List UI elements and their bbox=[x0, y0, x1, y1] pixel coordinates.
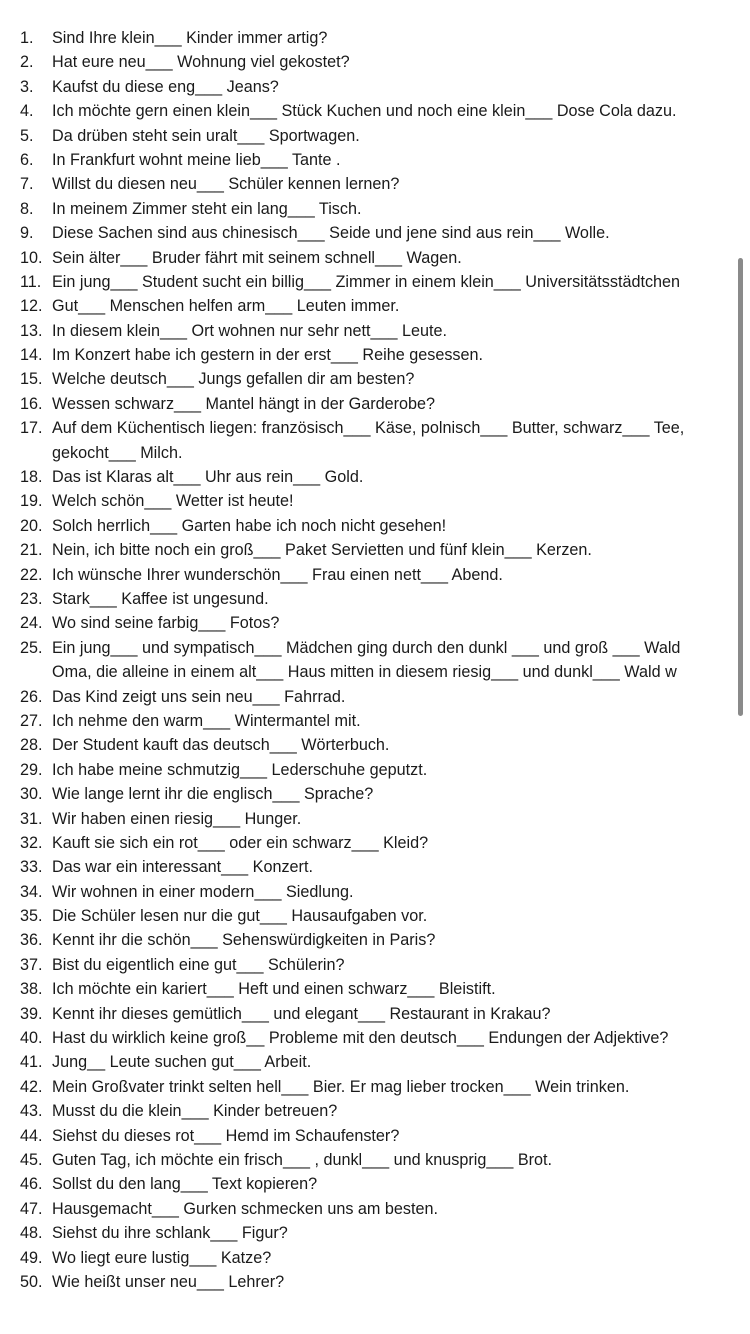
exercise-sentence: Oma, die alleine in einem alt___ Haus mitten in diesem riesig___ und dunkl___ Wald w bbox=[52, 663, 677, 682]
exercise-number-cell bbox=[0, 1026, 52, 1050]
exercise-sentence: Kaufst du diese eng___ Jeans? bbox=[52, 77, 279, 96]
exercise-sentence: Guten Tag, ich möchte ein frisch___ , dunkl___ und knusprig___ Brot. bbox=[52, 1150, 553, 1169]
exercise-sentence: Siehst du ihre schlank___ Figur? bbox=[52, 1224, 288, 1243]
exercise-number-cell bbox=[0, 1124, 52, 1148]
exercise-sentence: Siehst du dieses rot___ Hemd im Schaufenster? bbox=[52, 1126, 400, 1145]
exercise-number: 23. bbox=[20, 589, 43, 608]
exercise-row bbox=[0, 75, 750, 99]
exercise-number: 40. bbox=[20, 1029, 43, 1048]
exercise-sentence: Sollst du den lang___ Text kopieren? bbox=[52, 1175, 318, 1194]
exercise-number-cell bbox=[0, 1050, 52, 1074]
exercise-number-cell bbox=[0, 587, 52, 611]
exercise-number: 34. bbox=[20, 882, 43, 901]
exercise-number-cell bbox=[0, 441, 52, 465]
exercise-number: 27. bbox=[20, 711, 43, 730]
exercise-number: 11. bbox=[20, 272, 42, 291]
exercise-row bbox=[0, 1124, 750, 1148]
exercise-row bbox=[0, 99, 750, 123]
exercise-row bbox=[0, 489, 750, 513]
exercise-sentence: Musst du die klein___ Kinder betreuen? bbox=[52, 1102, 338, 1121]
exercise-sentence: Willst du diesen neu___ Schüler kennen lernen? bbox=[52, 175, 400, 194]
exercise-number-cell bbox=[0, 563, 52, 587]
exercise-row bbox=[0, 1099, 750, 1123]
exercise-row bbox=[0, 148, 750, 172]
exercise-number-cell bbox=[0, 1099, 52, 1123]
exercise-row bbox=[0, 294, 750, 318]
exercise-sentence: Kauft sie sich ein rot___ oder ein schwarz___ Kleid? bbox=[52, 833, 429, 852]
exercise-row bbox=[0, 807, 750, 831]
exercise-sentence: Ich habe meine schmutzig___ Lederschuhe geputzt. bbox=[52, 760, 428, 779]
exercise-number: 18. bbox=[20, 468, 43, 487]
exercise-number: 33. bbox=[20, 858, 43, 877]
exercise-number-cell bbox=[0, 416, 52, 440]
exercise-sentence: Kennt ihr dieses gemütlich___ und elegant___ Restaurant in Krakau? bbox=[52, 1004, 551, 1023]
exercise-number-cell bbox=[0, 1148, 52, 1172]
exercise-row bbox=[0, 928, 750, 952]
exercise-number: 44. bbox=[20, 1126, 43, 1145]
exercise-number-cell bbox=[0, 685, 52, 709]
exercise-sentence: Das ist Klaras alt___ Uhr aus rein___ Gold. bbox=[52, 468, 364, 487]
exercise-sentence: gekocht___ Milch. bbox=[52, 443, 183, 462]
exercise-list bbox=[0, 26, 750, 1294]
exercise-number-cell bbox=[0, 75, 52, 99]
exercise-number-cell bbox=[0, 660, 52, 684]
exercise-number: 46. bbox=[20, 1175, 43, 1194]
exercise-number-cell bbox=[0, 1197, 52, 1221]
exercise-row bbox=[0, 197, 750, 221]
exercise-row bbox=[0, 246, 750, 270]
exercise-sentence: Stark___ Kaffee ist ungesund. bbox=[52, 589, 269, 608]
scrollbar[interactable] bbox=[738, 258, 743, 716]
exercise-row bbox=[0, 172, 750, 196]
exercise-number-cell bbox=[0, 855, 52, 879]
exercise-number: 41. bbox=[20, 1053, 43, 1072]
exercise-number: 12. bbox=[20, 297, 43, 316]
exercise-number: 2. bbox=[20, 53, 34, 72]
exercise-sentence: Sind Ihre klein___ Kinder immer artig? bbox=[52, 29, 328, 47]
exercise-number-cell bbox=[0, 294, 52, 318]
exercise-row bbox=[0, 660, 750, 684]
exercise-number: 31. bbox=[20, 809, 43, 828]
exercise-number: 8. bbox=[20, 199, 34, 218]
exercise-row bbox=[0, 1172, 750, 1196]
exercise-row bbox=[0, 270, 750, 294]
exercise-number-cell bbox=[0, 465, 52, 489]
exercise-row bbox=[0, 50, 750, 74]
exercise-sentence: Jung__ Leute suchen gut___ Arbeit. bbox=[52, 1053, 312, 1072]
exercise-sentence: Der Student kauft das deutsch___ Wörterbuch. bbox=[52, 736, 390, 755]
exercise-row bbox=[0, 1221, 750, 1245]
exercise-number: 45. bbox=[20, 1150, 43, 1169]
exercise-row bbox=[0, 26, 750, 50]
exercise-sentence: Ich wünsche Ihrer wunderschön___ Frau einen nett___ Abend. bbox=[52, 565, 503, 584]
exercise-sentence: Da drüben steht sein uralt___ Sportwagen. bbox=[52, 126, 360, 145]
exercise-row bbox=[0, 367, 750, 391]
exercise-number-cell bbox=[0, 99, 52, 123]
exercise-number: 30. bbox=[20, 785, 43, 804]
exercise-row bbox=[0, 124, 750, 148]
exercise-number: 24. bbox=[20, 614, 43, 633]
exercise-sentence: Im Konzert habe ich gestern in der erst___ Reihe gesessen. bbox=[52, 346, 484, 365]
exercise-number-cell bbox=[0, 538, 52, 562]
exercise-row bbox=[0, 758, 750, 782]
exercise-row bbox=[0, 855, 750, 879]
exercise-number-cell bbox=[0, 367, 52, 391]
exercise-sentence: Wie lange lernt ihr die englisch___ Sprache? bbox=[52, 785, 374, 804]
exercise-row bbox=[0, 465, 750, 489]
exercise-row bbox=[0, 514, 750, 538]
exercise-number: 13. bbox=[20, 321, 43, 340]
exercise-number-cell bbox=[0, 26, 52, 50]
exercise-number: 49. bbox=[20, 1248, 43, 1267]
exercise-number: 36. bbox=[20, 931, 43, 950]
exercise-number-cell bbox=[0, 977, 52, 1001]
exercise-number-cell bbox=[0, 1172, 52, 1196]
exercise-sentence: Welch schön___ Wetter ist heute! bbox=[52, 492, 294, 511]
exercise-number-cell bbox=[0, 246, 52, 270]
exercise-row bbox=[0, 977, 750, 1001]
exercise-row bbox=[0, 538, 750, 562]
exercise-number-cell bbox=[0, 953, 52, 977]
exercise-number: 21. bbox=[20, 541, 43, 560]
exercise-row bbox=[0, 831, 750, 855]
exercise-row bbox=[0, 1050, 750, 1074]
exercise-number-cell bbox=[0, 270, 52, 294]
exercise-row bbox=[0, 1148, 750, 1172]
exercise-row bbox=[0, 563, 750, 587]
exercise-number-cell bbox=[0, 1075, 52, 1099]
exercise-number-cell bbox=[0, 221, 52, 245]
exercise-sentence: Hat eure neu___ Wohnung viel gekostet? bbox=[52, 53, 350, 72]
exercise-number: 5. bbox=[20, 126, 34, 145]
exercise-sentence: Diese Sachen sind aus chinesisch___ Seide und jene sind aus rein___ Wolle. bbox=[52, 224, 610, 243]
exercise-sentence: Gut___ Menschen helfen arm___ Leuten immer. bbox=[52, 297, 400, 316]
exercise-number: 10. bbox=[20, 248, 43, 267]
exercise-number-cell bbox=[0, 1246, 52, 1270]
exercise-number: 15. bbox=[20, 370, 43, 389]
exercise-number-cell bbox=[0, 733, 52, 757]
exercise-number-cell bbox=[0, 343, 52, 367]
exercise-sentence: Wie heißt unser neu___ Lehrer? bbox=[52, 1272, 285, 1291]
exercise-number-cell bbox=[0, 319, 52, 343]
exercise-number-cell bbox=[0, 928, 52, 952]
exercise-sentence: Das war ein interessant___ Konzert. bbox=[52, 858, 313, 877]
exercise-sentence: Das Kind zeigt uns sein neu___ Fahrrad. bbox=[52, 687, 346, 706]
exercise-row bbox=[0, 416, 750, 440]
exercise-number-cell bbox=[0, 758, 52, 782]
exercise-sentence: Solch herrlich___ Garten habe ich noch nicht gesehen! bbox=[52, 516, 447, 535]
exercise-sentence: Sein älter___ Bruder fährt mit seinem schnell___ Wagen. bbox=[52, 248, 462, 267]
exercise-row bbox=[0, 1026, 750, 1050]
exercise-number-cell bbox=[0, 782, 52, 806]
exercise-row bbox=[0, 904, 750, 928]
exercise-sentence: Ein jung___ Student sucht ein billig___ Zimmer in einem klein___ Universitätsstädtchen bbox=[52, 272, 681, 291]
exercise-row bbox=[0, 1075, 750, 1099]
exercise-number: 7. bbox=[20, 175, 34, 194]
exercise-row bbox=[0, 636, 750, 660]
exercise-row bbox=[0, 685, 750, 709]
exercise-number: 26. bbox=[20, 687, 43, 706]
exercise-number-cell bbox=[0, 489, 52, 513]
exercise-number: 43. bbox=[20, 1102, 43, 1121]
exercise-number-cell bbox=[0, 392, 52, 416]
exercise-number: 4. bbox=[20, 102, 34, 121]
exercise-number: 19. bbox=[20, 492, 43, 511]
exercise-number: 42. bbox=[20, 1077, 43, 1096]
exercise-sentence: Die Schüler lesen nur die gut___ Hausaufgaben vor. bbox=[52, 907, 428, 926]
exercise-sentence: Ich möchte ein kariert___ Heft und einen schwarz___ Bleistift. bbox=[52, 980, 496, 999]
exercise-number: 28. bbox=[20, 736, 43, 755]
exercise-row bbox=[0, 319, 750, 343]
exercise-number: 48. bbox=[20, 1224, 43, 1243]
exercise-number: 22. bbox=[20, 565, 43, 584]
exercise-number: 9. bbox=[20, 224, 34, 243]
exercise-sentence: Wessen schwarz___ Mantel hängt in der Garderobe? bbox=[52, 394, 436, 413]
exercise-number: 37. bbox=[20, 955, 43, 974]
exercise-row bbox=[0, 221, 750, 245]
exercise-number-cell bbox=[0, 1002, 52, 1026]
exercise-row bbox=[0, 1246, 750, 1270]
exercise-sentence: Welche deutsch___ Jungs gefallen dir am besten? bbox=[52, 370, 415, 389]
exercise-number: 50. bbox=[20, 1272, 43, 1291]
exercise-number: 29. bbox=[20, 760, 43, 779]
exercise-row bbox=[0, 880, 750, 904]
exercise-sentence: Wir haben einen riesig___ Hunger. bbox=[52, 809, 302, 828]
exercise-sentence: Wo liegt eure lustig___ Katze? bbox=[52, 1248, 272, 1267]
exercise-sentence: In Frankfurt wohnt meine lieb___ Tante . bbox=[52, 150, 341, 169]
exercise-number-cell bbox=[0, 636, 52, 660]
exercise-number: 39. bbox=[20, 1004, 43, 1023]
exercise-sentence: Bist du eigentlich eine gut___ Schülerin? bbox=[52, 955, 345, 974]
exercise-number: 1. bbox=[20, 29, 34, 47]
exercise-number-cell bbox=[0, 124, 52, 148]
exercise-number-cell bbox=[0, 831, 52, 855]
exercise-number-cell bbox=[0, 709, 52, 733]
exercise-number: 38. bbox=[20, 980, 43, 999]
exercise-row bbox=[0, 1002, 750, 1026]
exercise-number-cell bbox=[0, 807, 52, 831]
exercise-row bbox=[0, 953, 750, 977]
exercise-number-cell bbox=[0, 1221, 52, 1245]
exercise-sentence: In meinem Zimmer steht ein lang___ Tisch. bbox=[52, 199, 362, 218]
exercise-sentence: Kennt ihr die schön___ Sehenswürdigkeiten in Paris? bbox=[52, 931, 436, 950]
exercise-number: 47. bbox=[20, 1199, 43, 1218]
exercise-number-cell bbox=[0, 904, 52, 928]
exercise-number-cell bbox=[0, 172, 52, 196]
exercise-row bbox=[0, 782, 750, 806]
exercise-sentence: Mein Großvater trinkt selten hell___ Bier. Er mag lieber trocken___ Wein trinken. bbox=[52, 1077, 630, 1096]
exercise-number: 35. bbox=[20, 907, 43, 926]
exercise-sentence: Wir wohnen in einer modern___ Siedlung. bbox=[52, 882, 354, 901]
exercise-row bbox=[0, 441, 750, 465]
exercise-row bbox=[0, 709, 750, 733]
exercise-row bbox=[0, 1270, 750, 1294]
exercise-number: 20. bbox=[20, 516, 43, 535]
exercise-sentence: Ich möchte gern einen klein___ Stück Kuchen und noch eine klein___ Dose Cola dazu. bbox=[52, 102, 677, 121]
exercise-number-cell bbox=[0, 880, 52, 904]
exercise-number-cell bbox=[0, 1270, 52, 1294]
exercise-sentence: Hast du wirklich keine groß__ Probleme mit den deutsch___ Endungen der Adjektive? bbox=[52, 1029, 669, 1048]
exercise-number: 14. bbox=[20, 346, 43, 365]
exercise-number-cell bbox=[0, 148, 52, 172]
exercise-row bbox=[0, 343, 750, 367]
exercise-number-cell bbox=[0, 514, 52, 538]
exercise-number-cell bbox=[0, 611, 52, 635]
exercise-sentence: Ich nehme den warm___ Wintermantel mit. bbox=[52, 711, 361, 730]
exercise-sentence: Auf dem Küchentisch liegen: französisch___ Käse, polnisch___ Butter, schwarz___ Tee, bbox=[52, 419, 685, 438]
exercise-row bbox=[0, 611, 750, 635]
exercise-sentence: Wo sind seine farbig___ Fotos? bbox=[52, 614, 280, 633]
exercise-number: 17. bbox=[20, 419, 43, 438]
exercise-number-cell bbox=[0, 50, 52, 74]
exercise-row bbox=[0, 587, 750, 611]
exercise-number: 3. bbox=[20, 77, 34, 96]
exercise-sentence: Hausgemacht___ Gurken schmecken uns am besten. bbox=[52, 1199, 439, 1218]
exercise-sentence: Nein, ich bitte noch ein groß___ Paket Servietten und fünf klein___ Kerzen. bbox=[52, 541, 592, 560]
exercise-number: 16. bbox=[20, 394, 43, 413]
exercise-row bbox=[0, 1197, 750, 1221]
exercise-row bbox=[0, 733, 750, 757]
exercise-row bbox=[0, 392, 750, 416]
exercise-number-cell bbox=[0, 197, 52, 221]
exercise-sentence: In diesem klein___ Ort wohnen nur sehr nett___ Leute. bbox=[52, 321, 448, 340]
exercise-number: 25. bbox=[20, 638, 43, 657]
exercise-number: 6. bbox=[20, 150, 34, 169]
exercise-number: 32. bbox=[20, 833, 43, 852]
exercise-sentence: Ein jung___ und sympatisch___ Mädchen ging durch den dunkl ___ und groß ___ Wald bbox=[52, 638, 681, 657]
